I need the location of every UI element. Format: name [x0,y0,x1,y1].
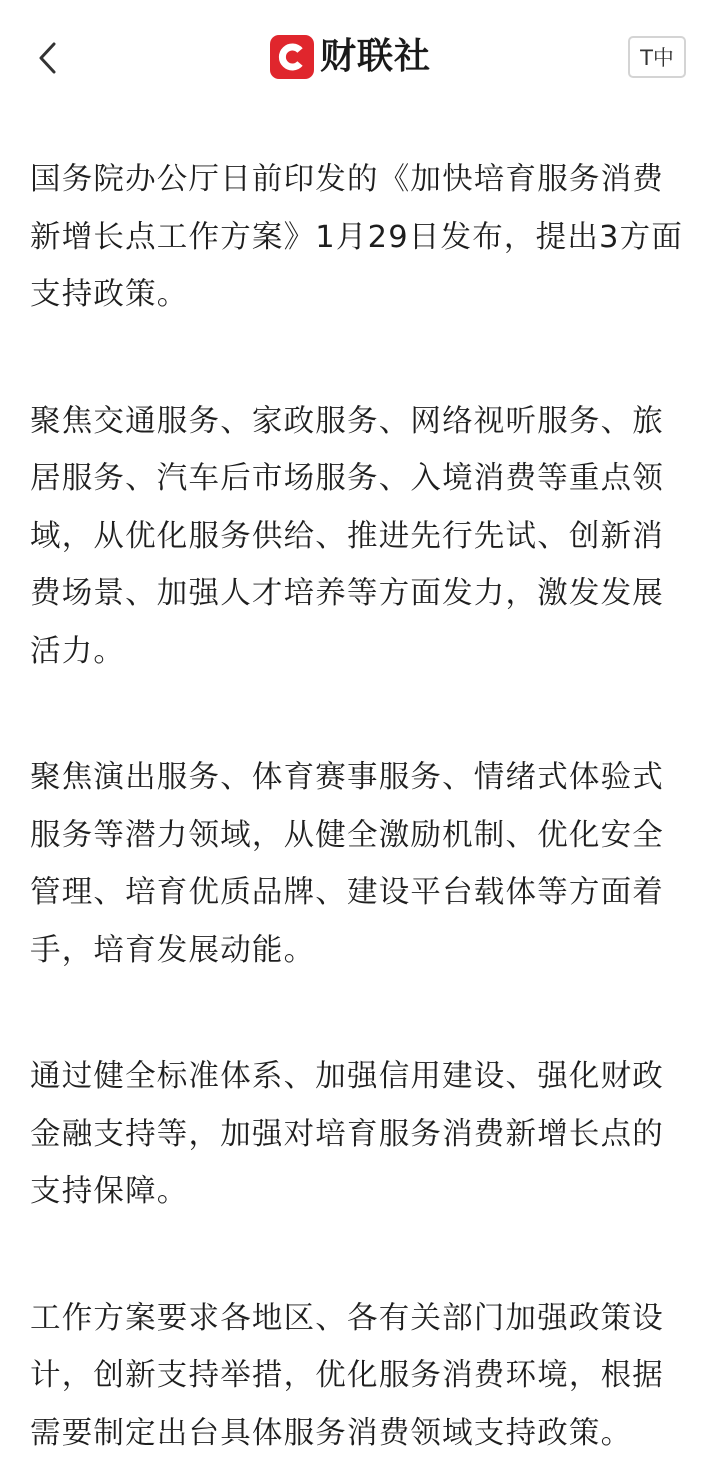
cls-logo-c-icon [270,35,314,79]
chevron-left-icon [36,40,60,76]
back-button[interactable] [26,36,70,80]
article-paragraph: 聚焦演出服务、体育赛事服务、情绪式体验式服务等潜力领域，从健全激励机制、优化安全管理、培育优质品牌、建设平台载体等方面着手，培育发展动能。 [30,749,692,979]
top-navigation-bar [0,0,716,118]
article-paragraph: 聚焦交通服务、家政服务、网络视听服务、旅居服务、汽车后市场服务、入境消费等重点领域，从优化服务供给、推进先行先试、创新消费场景、加强人才培养等方面发力，激发发展活力。 [30,393,692,681]
article-body [30,151,692,1462]
font-size-button[interactable]: T中 [628,36,686,78]
article-paragraph: 国务院办公厅日前印发的《加快培育服务消费新增长点工作方案》1月29日发布，提出3方面支持政策。 [30,151,692,324]
article-paragraph: 工作方案要求各地区、各有关部门加强政策设计，创新支持举措，优化服务消费环境，根据需要制定出台具体服务消费领域支持政策。 [30,1290,692,1462]
app-logo [270,34,431,80]
article-paragraph: 通过健全标准体系、加强信用建设、强化财政金融支持等，加强对培育服务消费新增长点的支持保障。 [30,1048,692,1221]
logo-text: 财联社 [320,34,431,80]
